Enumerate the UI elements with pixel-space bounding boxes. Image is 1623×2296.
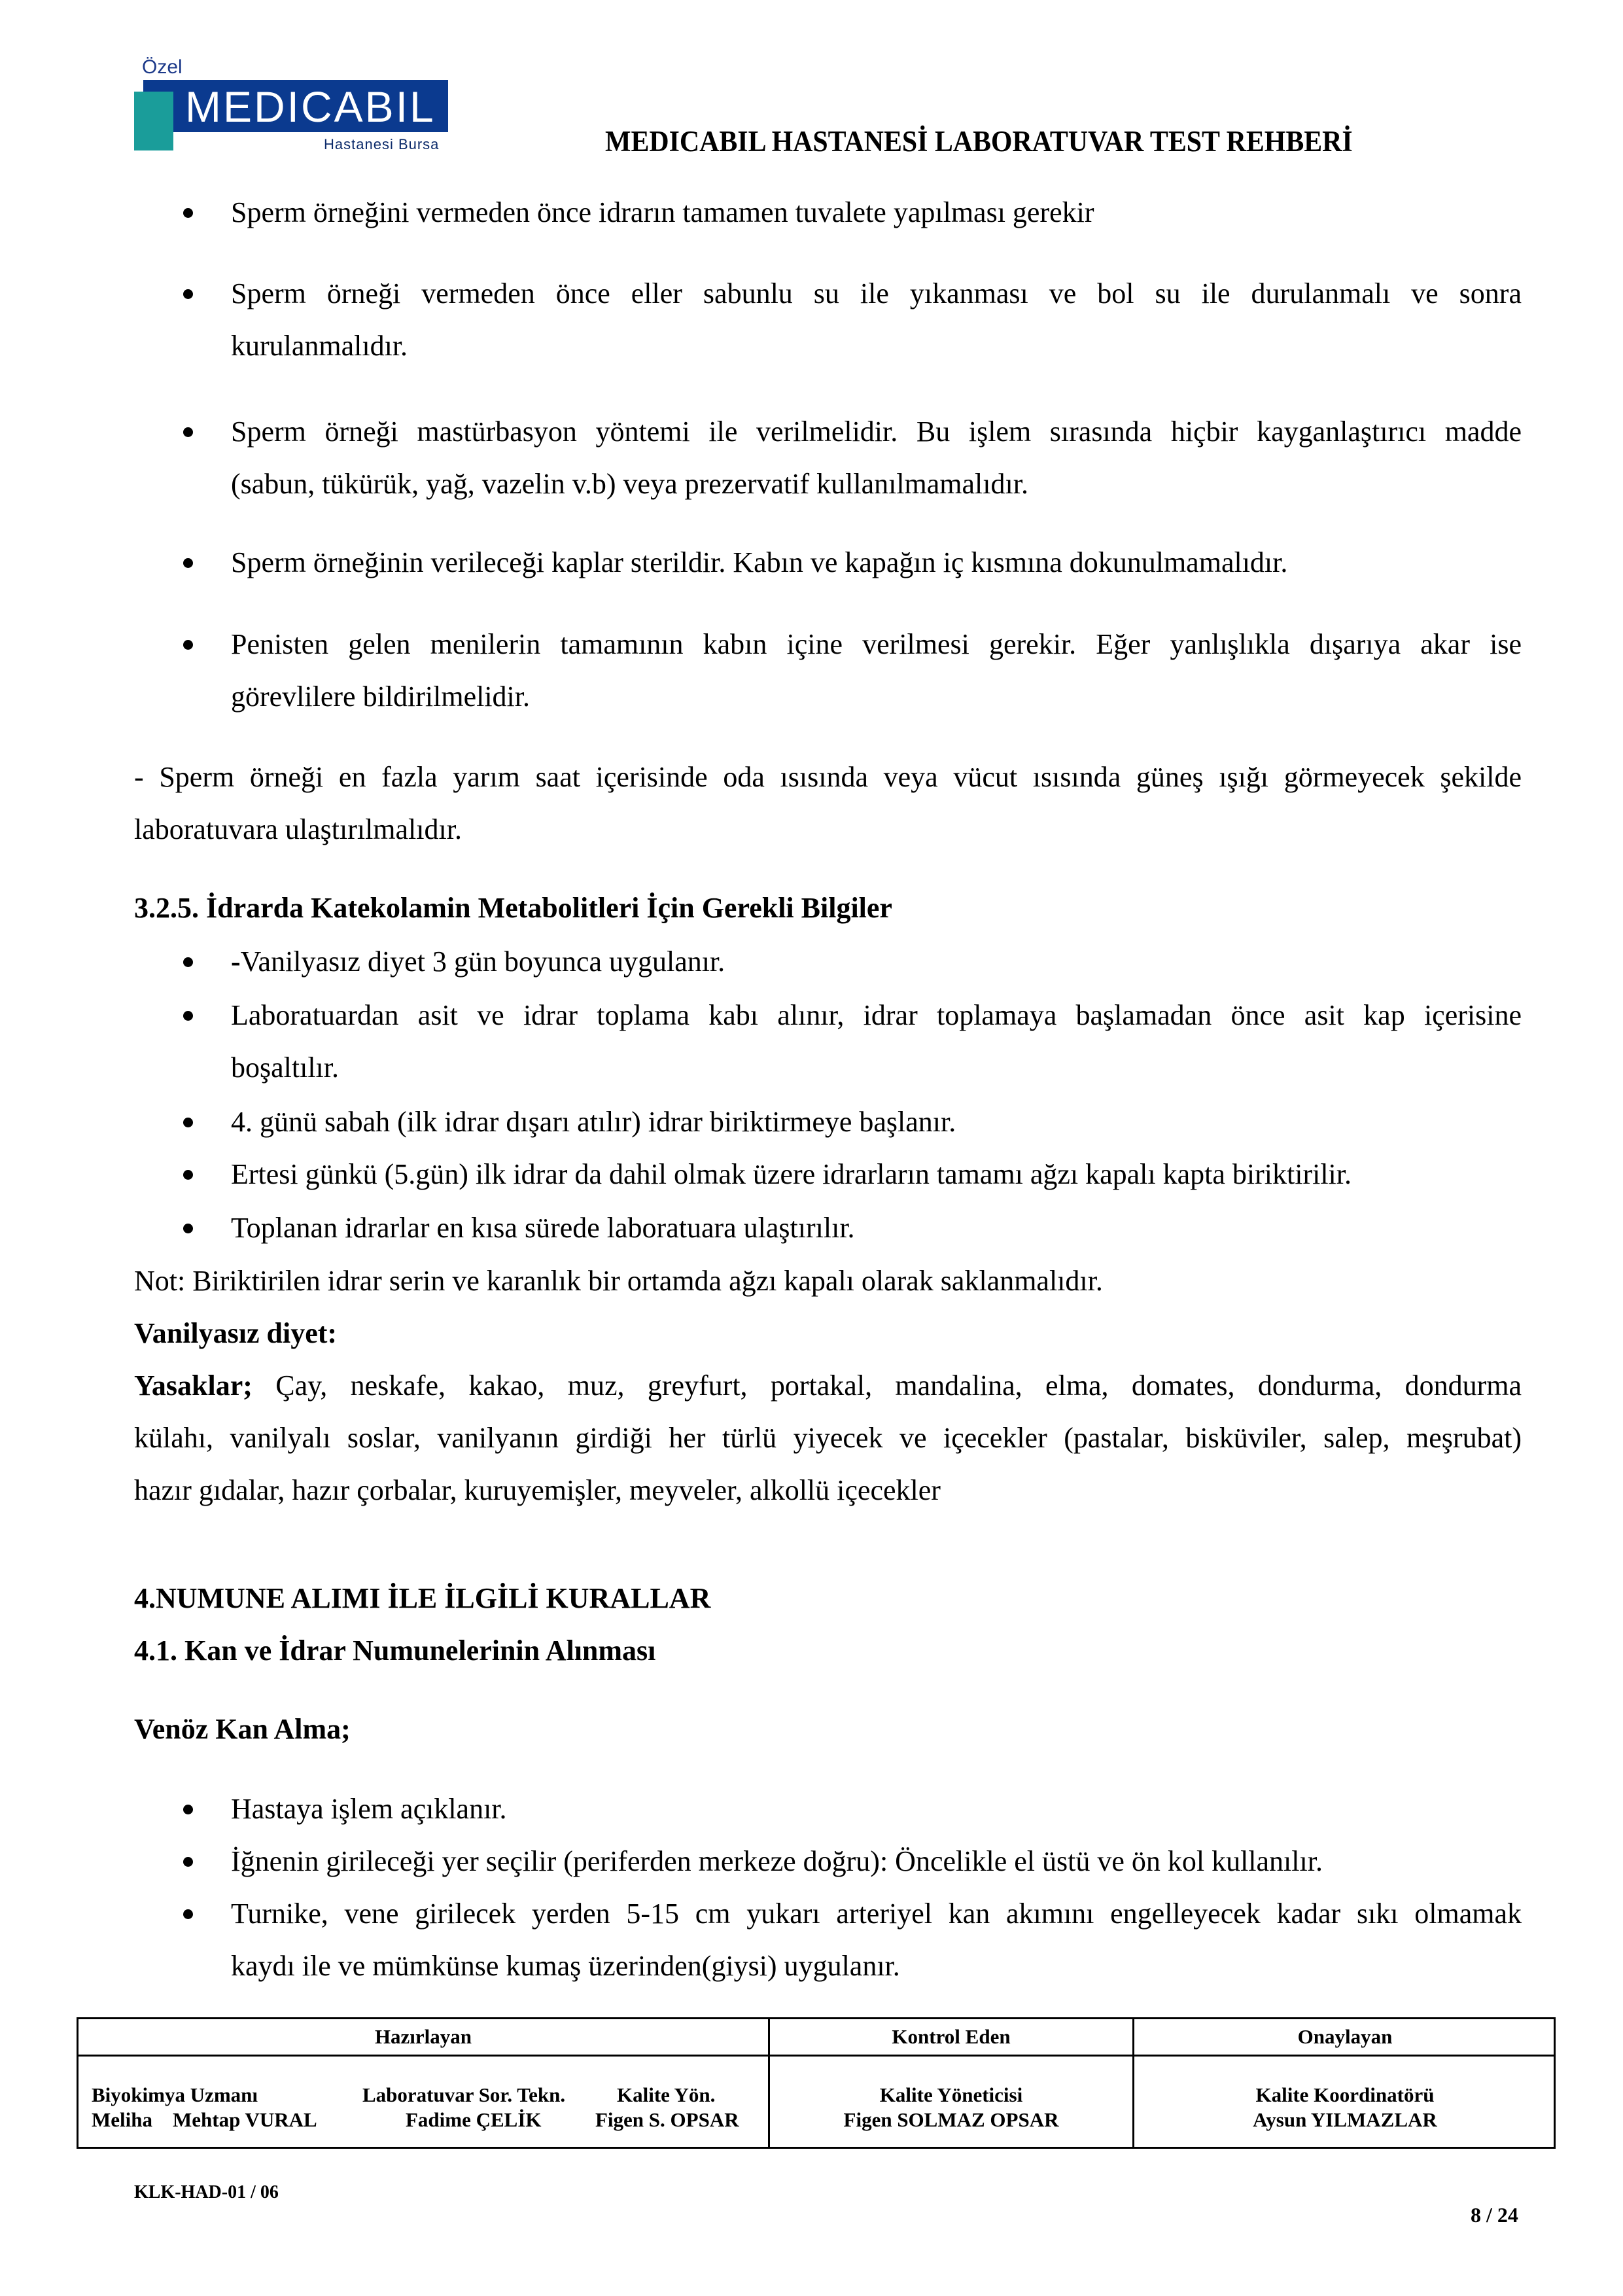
bullet-icon [183, 289, 193, 299]
checked-name: Figen SOLMAZ OPSAR [843, 2108, 1059, 2131]
prepared-name-1: Meliha Mehtap VURAL [92, 2108, 317, 2131]
bullet-icon [183, 427, 193, 437]
header-prepared-by: Hazırlayan [374, 2025, 472, 2048]
transport-note-cont: laboratuvara ulaştırılmalıdır. [134, 813, 462, 845]
prepared-role-1: Biyokimya Uzmanı [92, 2083, 258, 2106]
dash-prefix: - [231, 945, 241, 978]
forbidden-label: Yasaklar; [134, 1369, 253, 1402]
document-code: KLK-HAD-01 / 06 [134, 2182, 279, 2202]
forbidden-line [134, 1360, 1522, 1412]
list-item-cont: kaydı ile ve mümkünse kumaş üzerinden(giysi) uygulanır. [231, 1950, 900, 1982]
list-item: Sperm örneğini vermeden önce idrarın tamamen tuvalete yapılması gerekir [231, 196, 1094, 228]
list-item: Turnike, vene girilecek yerden 5-15 cm yukarı arteriyel kan akımını engelleyecek kadar sıkı olmamak [231, 1898, 1522, 1930]
approved-role: Kalite Koordinatörü [1255, 2083, 1435, 2106]
bullet-icon [183, 957, 193, 967]
bullet-icon [183, 558, 193, 568]
logo-prefix: Özel [142, 56, 183, 78]
signature-table [77, 2017, 1556, 2149]
transport-note: - Sperm örneği en fazla yarım saat içerisinde oda ısısında veya vücut ısısında güneş ışığı görmeyecek şekilde [134, 761, 1522, 793]
list-item-cont: kurulanmalıdır. [231, 330, 408, 362]
logo-square [134, 92, 173, 150]
list-item: Sperm örneğinin verileceği kaplar sterildir. Kabın ve kapağın iç kısmına dokunulmamalıdır. [231, 546, 1288, 578]
prepared-name-2: Fadime ÇELİK [406, 2108, 542, 2131]
page-number: 8 / 24 [1471, 2203, 1518, 2227]
prepared-name-3: Figen S. OPSAR [595, 2108, 739, 2131]
bullet-icon [183, 1224, 193, 1233]
document-title: MEDICABIL HASTANESİ LABORATUVAR TEST REHBERİ [605, 125, 1353, 158]
logo-subtitle: Hastanesi Bursa [324, 136, 440, 152]
forbidden-line: hazır gıdalar, hazır çorbalar, kuruyemişler, meyveler, alkollü içecekler [134, 1474, 941, 1506]
table-divider [79, 2055, 1554, 2057]
header-checked-by: Kontrol Eden [892, 2025, 1011, 2048]
section-heading: 3.2.5. İdrarda Katekolamin Metabolitleri İçin Gerekli Bilgiler [134, 892, 892, 924]
prepared-role-2: Laboratuvar Sor. Tekn. [362, 2083, 566, 2106]
list-item: Penisten gelen menilerin tamamının kabın içine verilmesi gerekir. Eğer yanlışlıkla dışarıya akar ise [231, 628, 1522, 660]
header-approved-by: Onaylayan [1297, 2025, 1393, 2048]
bullet-icon [183, 1805, 193, 1814]
section-heading: 4.NUMUNE ALIMI İLE İLGİLİ KURALLAR [134, 1582, 711, 1614]
bullet-icon [183, 208, 193, 218]
list-item: Laboratuardan asit ve idrar toplama kabı alınır, idrar toplamaya başlamadan önce asit kap içerisine [231, 999, 1522, 1031]
list-item-cont: (sabun, tükürük, yağ, vazelin v.b) veya prezervatif kullanılmamalıdır. [231, 468, 1028, 500]
forbidden-line: külahı, vanilyalı soslar, vanilyanın girdiği her türlü yiyecek ve içecekler (pastalar, bisküviler, salep, meşrubat) [134, 1422, 1522, 1454]
list-item: Hastaya işlem açıklanır. [231, 1793, 507, 1825]
approved-name: Aysun YILMAZLAR [1253, 2108, 1437, 2131]
list-item: 4. günü sabah (ilk idrar dışarı atılır) idrar biriktirmeye başlanır. [231, 1106, 956, 1138]
checked-role: Kalite Yöneticisi [879, 2083, 1023, 2106]
bullet-icon [183, 1909, 193, 1919]
list-item [231, 936, 725, 988]
list-item-cont: boşaltılır. [231, 1051, 339, 1084]
diet-heading: Vanilyasız diyet: [134, 1317, 338, 1349]
venous-heading: Venöz Kan Alma; [134, 1713, 351, 1745]
bullet-icon [183, 1857, 193, 1867]
logo-name: MEDICABIL [185, 82, 436, 131]
bullet-icon [183, 640, 193, 650]
hospital-logo [134, 58, 448, 156]
forbidden-items: Çay, neskafe, kakao, muz, greyfurt, portakal, mandalina, elma, domates, dondurma, dondurma [275, 1369, 1522, 1402]
list-item-text: Vanilyasız diyet 3 gün boyunca uygulanır. [240, 945, 725, 978]
list-item: Sperm örneği vermeden önce eller sabunlu su ile yıkanması ve bol su ile durulanmalı ve sonra [231, 277, 1522, 309]
prepared-role-3: Kalite Yön. [617, 2083, 716, 2106]
list-item: İğnenin girileceği yer seçilir (periferden merkeze doğru): Öncelikle el üstü ve ön kol kullanılır. [231, 1845, 1323, 1877]
list-item-cont: görevlilere bildirilmelidir. [231, 680, 530, 713]
list-item: Toplanan idrarlar en kısa sürede laboratuara ulaştırılır. [231, 1212, 855, 1244]
bullet-icon [183, 1118, 193, 1127]
bullet-icon [183, 1011, 193, 1021]
storage-note: Not: Biriktirilen idrar serin ve karanlık bir ortamda ağzı kapalı olarak saklanmalıdır. [134, 1265, 1103, 1297]
bullet-icon [183, 1170, 193, 1180]
list-item: Sperm örneği mastürbasyon yöntemi ile verilmelidir. Bu işlem sırasında hiçbir kayganlaştırıcı madde [231, 415, 1522, 448]
list-item: Ertesi günkü (5.gün) ilk idrar da dahil olmak üzere idrarların tamamı ağzı kapalı kapta biriktirilir. [231, 1158, 1352, 1190]
subsection-heading: 4.1. Kan ve İdrar Numunelerinin Alınması [134, 1634, 656, 1667]
